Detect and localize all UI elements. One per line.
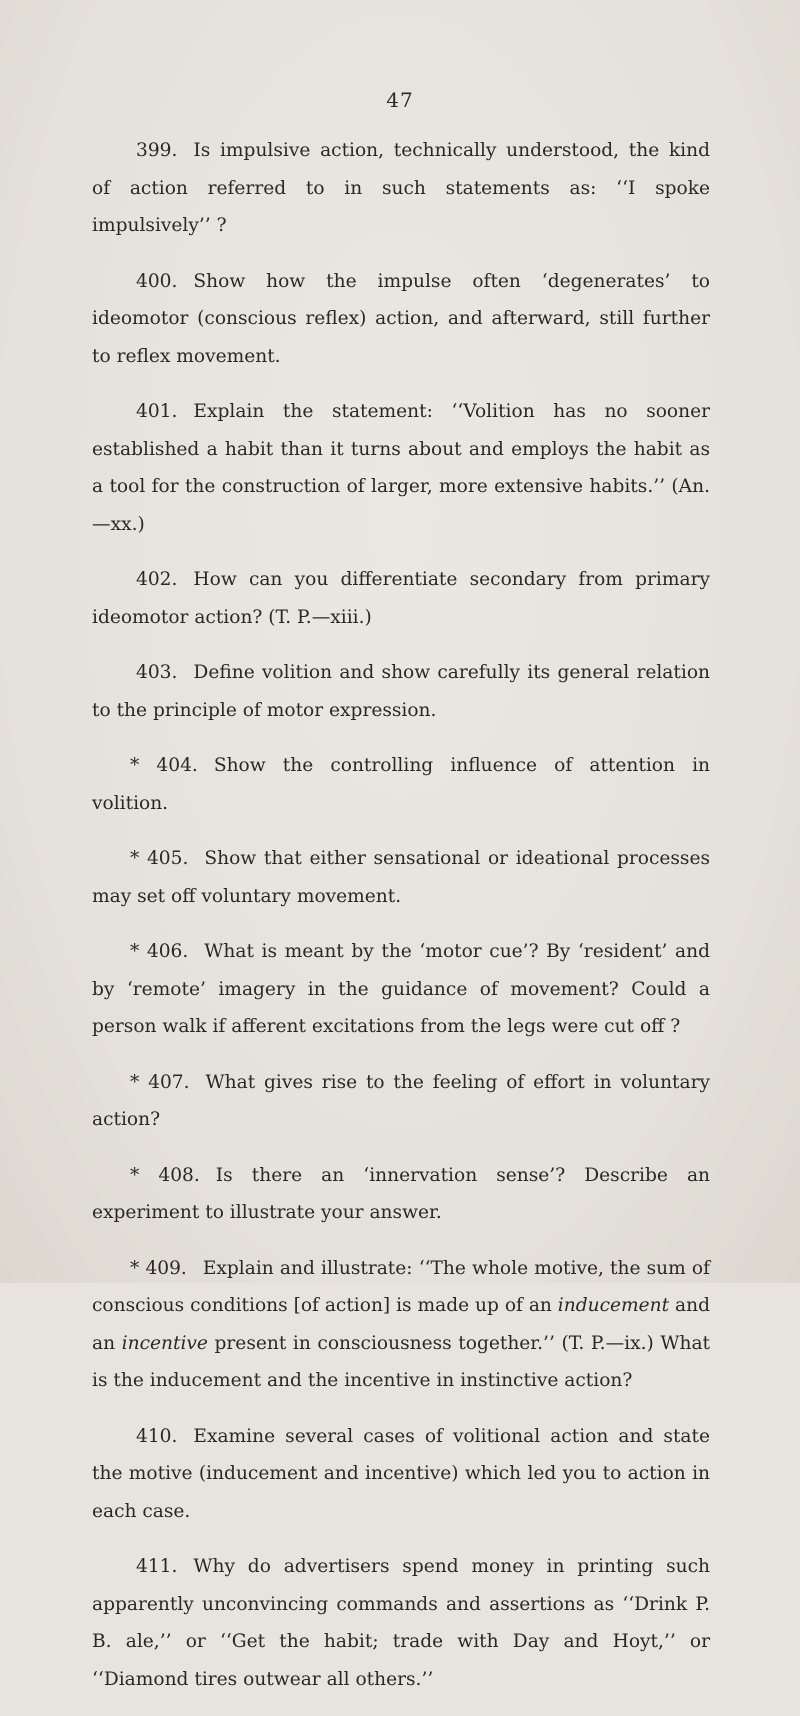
- question-text: Is impulsive action, technically understood, the kind of action referred to in such statements as: ‘‘I spoke impulsively’’ ?: [92, 140, 710, 236]
- question-407: [92, 1064, 710, 1139]
- question-406: [92, 933, 710, 1046]
- emphasis-inducement: inducement: [557, 1295, 670, 1316]
- text-segment: and an: [92, 1295, 710, 1354]
- question-text: Is there an ‘innervation sense’? Describe an experiment to illustrate your answer.: [92, 1164, 711, 1223]
- page-number: 47: [386, 88, 414, 112]
- question-404: [92, 747, 710, 822]
- question-number: 411.: [136, 1556, 178, 1577]
- question-text: How can you differentiate secondary from primary ideomotor action? (T. P.—xiii.): [92, 569, 710, 628]
- emphasis-incentive: incentive: [121, 1332, 208, 1354]
- question-number: * 406.: [130, 941, 189, 962]
- question-text: Why do advertisers spend money in printing such apparently unconvincing commands and assertions as ‘‘Drink P. B. ale,’’ or ‘‘Get the habit; trade with Day and Hoyt,’’ or ‘‘Diamond tires outwear all others.’’: [92, 1556, 710, 1690]
- question-text: What gives rise to the feeling of effort in voluntary action?: [92, 1071, 710, 1130]
- question-text: Show the controlling influence of attention in volition.: [92, 755, 710, 814]
- question-402: [92, 561, 710, 636]
- question-405: [92, 840, 710, 915]
- question-number: * 404.: [130, 755, 198, 776]
- question-number: 410.: [136, 1425, 178, 1447]
- question-text: Examine several cases of volitional action and state the motive (inducement and incentive) which led you to action in each case.: [92, 1425, 710, 1522]
- question-399: [92, 132, 710, 245]
- question-number: * 407.: [130, 1071, 190, 1093]
- question-410: [92, 1418, 710, 1531]
- question-text: Define volition and show carefully its general relation to the principle of motor expression.: [92, 662, 710, 721]
- question-list: [92, 132, 710, 1716]
- question-401: [92, 393, 710, 543]
- question-411: [92, 1548, 710, 1698]
- question-number: 401.: [136, 401, 178, 422]
- question-number: * 408.: [130, 1164, 200, 1186]
- question-number: 403.: [136, 662, 178, 683]
- question-number: 399.: [136, 140, 178, 161]
- text-segment: present in consciousness together.’’ (T. P.—ix.) What is the inducement and the incentive in instinctive action?: [92, 1332, 710, 1391]
- question-text: Show that either sensational or ideational processes may set off voluntary movement.: [92, 848, 710, 907]
- question-400: [92, 263, 710, 376]
- question-number: 400.: [136, 270, 178, 292]
- question-403: [92, 654, 710, 729]
- question-408: [92, 1157, 710, 1232]
- question-text: Show how the impulse often ‘degenerates’ to ideomotor (conscious reflex) action, and afterward, still further to reflex movement.: [92, 270, 710, 367]
- question-number: * 405.: [130, 848, 189, 869]
- question-number: * 409.: [130, 1257, 187, 1279]
- question-number: 402.: [136, 569, 178, 590]
- question-409: [92, 1250, 710, 1400]
- text-segment: Explain and illustrate: ‘‘The whole motive, the sum of conscious conditions [of action] is made up of an: [92, 1257, 710, 1316]
- question-text: What is meant by the ‘motor cue’? By ‘resident’ and by ‘remote’ imagery in the guidance of movement? Could a person walk if afferent excitations from the legs were cut off ?: [92, 941, 711, 1037]
- question-text: Explain the statement: ‘‘Volition has no sooner established a habit than it turns about and employs the habit as a tool for the construction of larger, more extensive habits.’’ (An.—xx.): [92, 401, 710, 535]
